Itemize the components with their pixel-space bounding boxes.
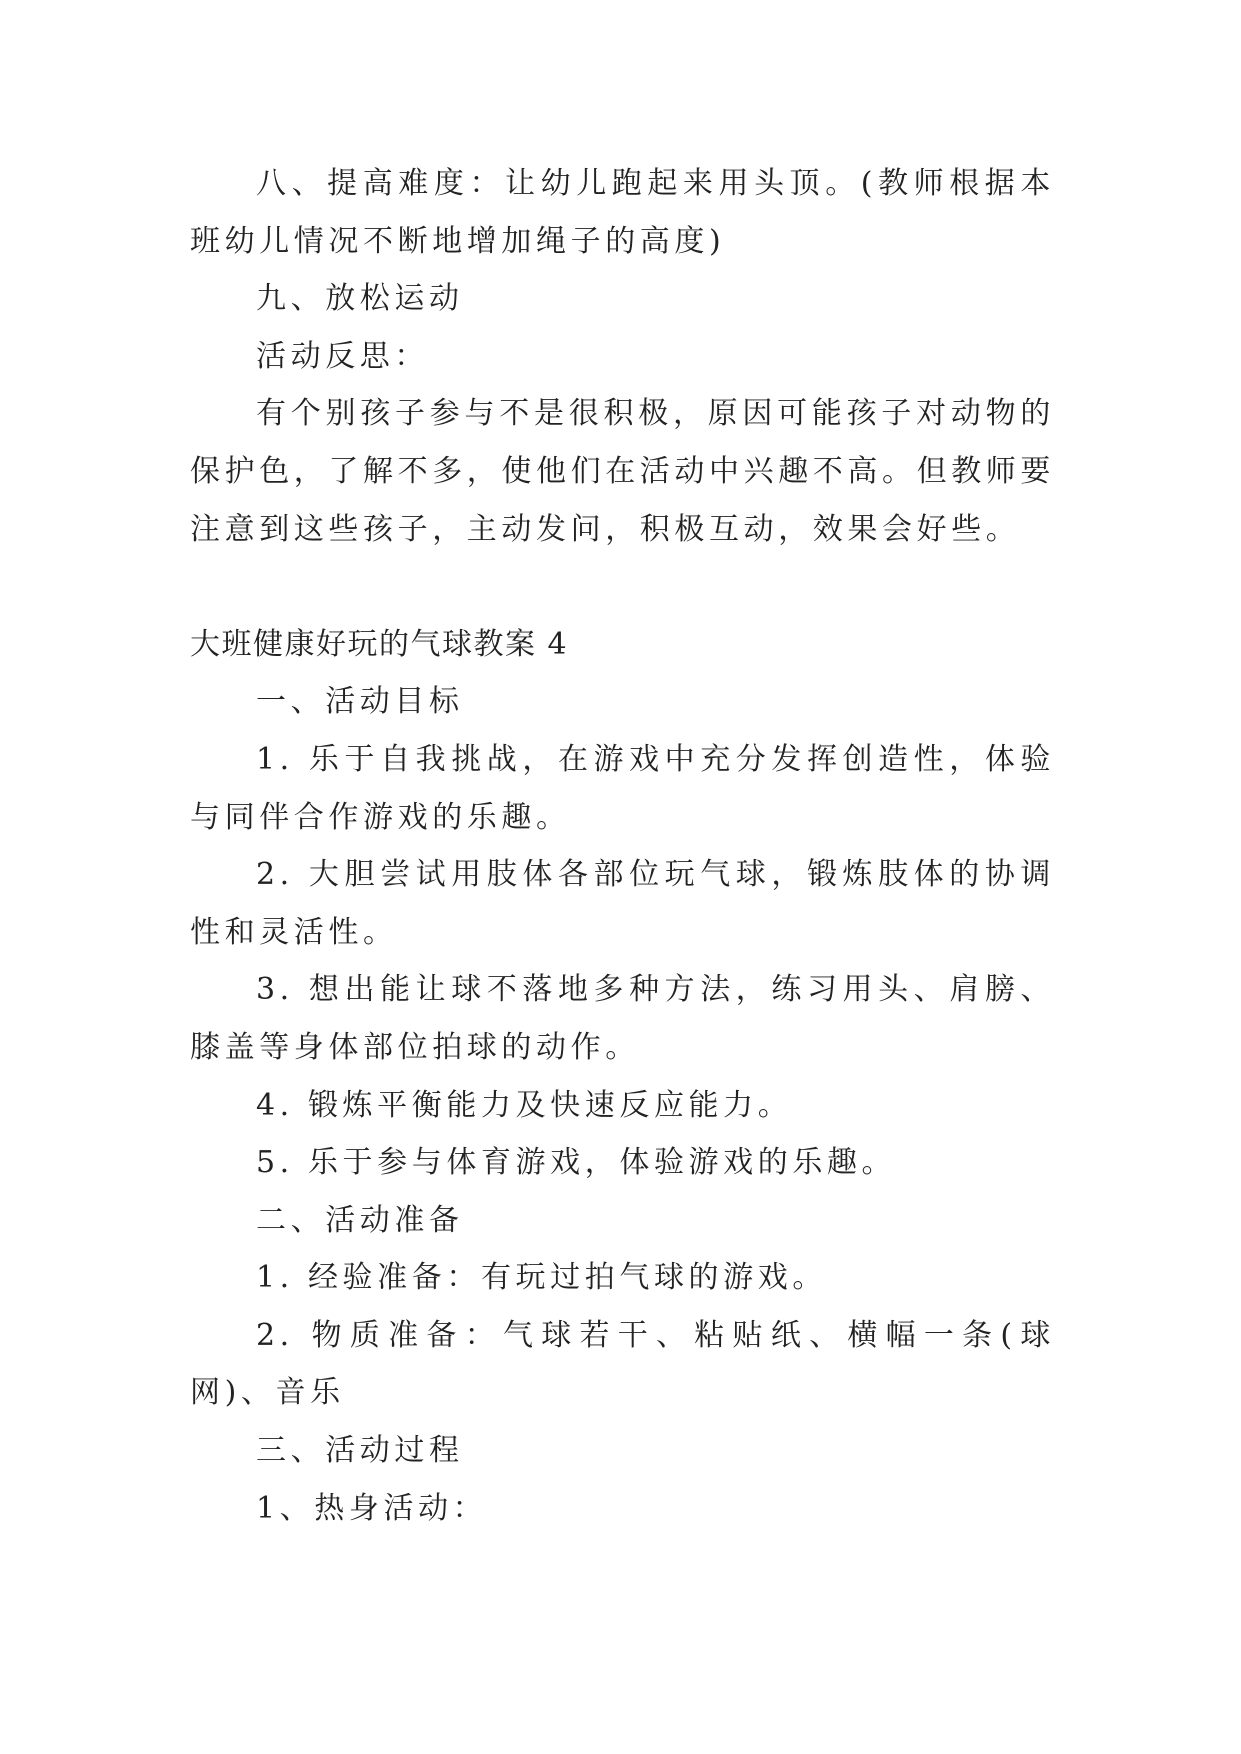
paragraph-goal-2: 2. 大胆尝试用肢体各部位玩气球，锻炼肢体的协调性和灵活性。 [190, 857, 1055, 950]
paragraph-process-heading: 三、活动过程 [256, 1433, 464, 1469]
paragraph-reflection: 有个别孩子参与不是很积极，原因可能孩子对动物的保护色，了解不多，使他们在活动中兴趣不高。但教师要注意到这些孩子，主动发问，积极互动，效果会好些。 [190, 396, 1055, 547]
paragraph-relax: 九、放松运动 [256, 281, 464, 317]
document-body [190, 155, 1055, 1537]
paragraph-difficulty: 八、提高难度：让幼儿跑起来用头顶。(教师根据本班幼儿情况不断地增加绳子的高度) [190, 166, 1055, 259]
paragraph-goal-4: 4. 锻炼平衡能力及快速反应能力。 [256, 1087, 793, 1123]
paragraph-preparation-heading: 二、活动准备 [256, 1202, 464, 1238]
paragraph-goals-heading: 一、活动目标 [256, 684, 464, 720]
section-gap [190, 558, 1055, 616]
paragraph-goal-1: 1. 乐于自我挑战，在游戏中充分发挥创造性，体验与同伴合作游戏的乐趣。 [190, 741, 1055, 835]
paragraph-goal-5: 5. 乐于参与体育游戏，体验游戏的乐趣。 [256, 1145, 897, 1181]
section-title: 大班健康好玩的气球教案 4 [190, 626, 569, 662]
paragraph-warmup: 1、热身活动： [256, 1490, 488, 1526]
paragraph-goal-3: 3. 想出能让球不落地多种方法，练习用头、肩膀、膝盖等身体部位拍球的动作。 [190, 972, 1055, 1065]
paragraph-reflection-label: 活动反思： [256, 338, 429, 374]
paragraph-preparation-1: 1. 经验准备：有玩过拍气球的游戏。 [256, 1260, 827, 1296]
paragraph-preparation-2: 2. 物质准备：气球若干、粘贴纸、横幅一条(球网)、音乐 [190, 1317, 1055, 1411]
